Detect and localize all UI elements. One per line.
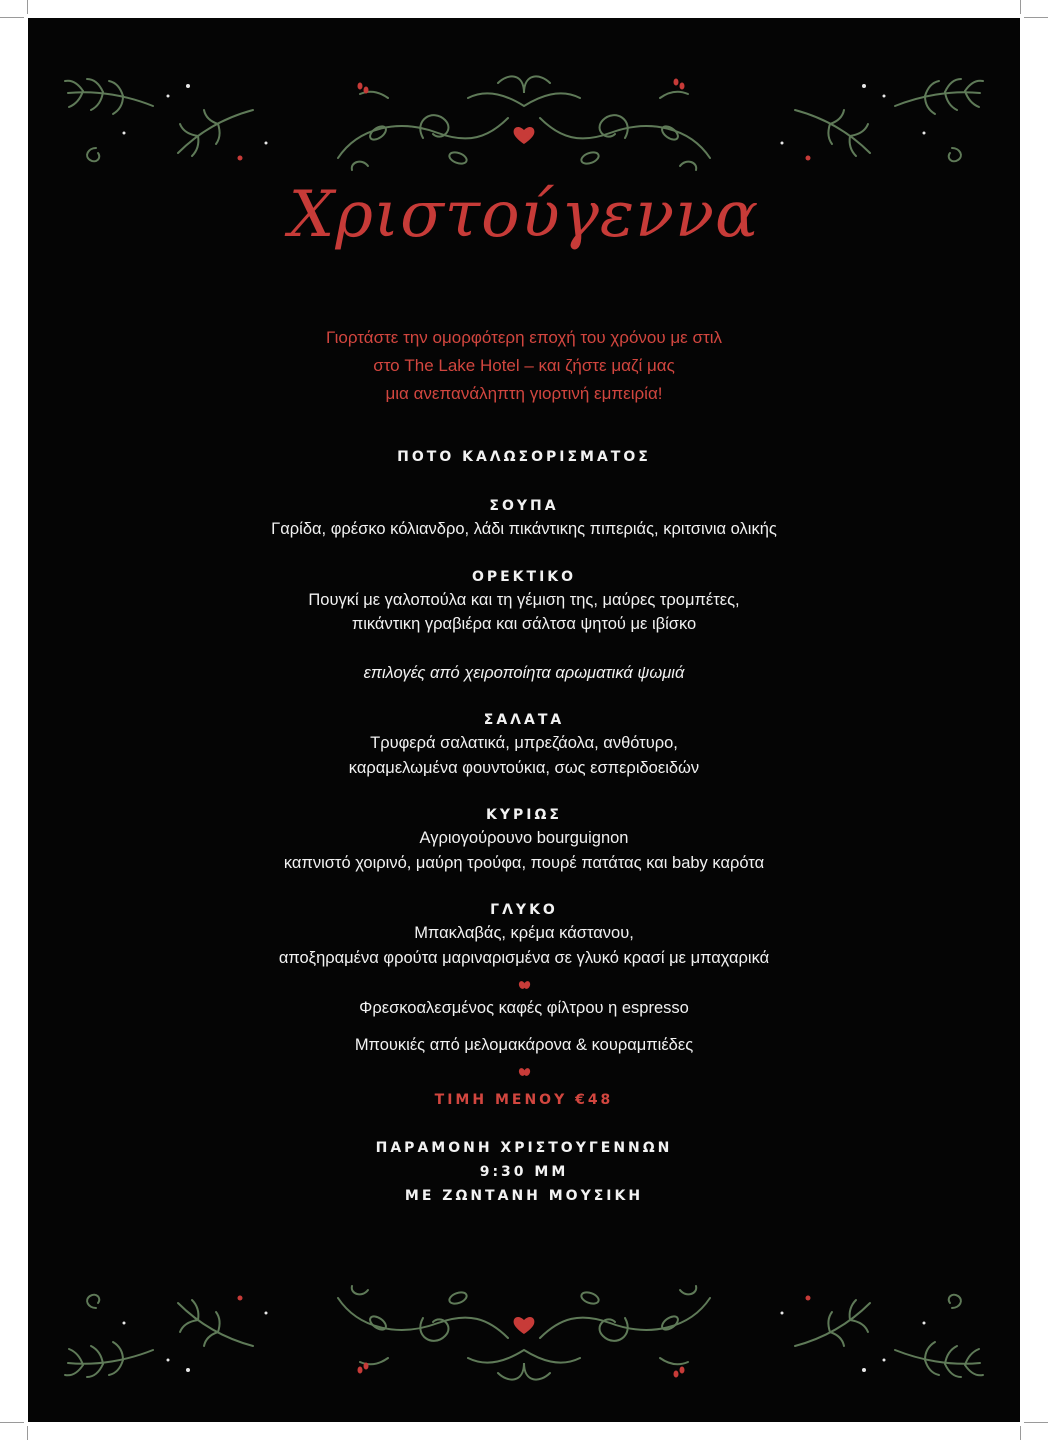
heart-icon bbox=[514, 1317, 535, 1334]
salad-description-line: Τρυφερά σαλατικά, μπρεζάολα, ανθότυρο, bbox=[370, 734, 678, 752]
menu-page bbox=[28, 18, 1020, 1422]
soup-heading: ΣΟΥΠΑ bbox=[489, 498, 559, 514]
event-date: ΠΑΡΑΜΟΝΗ ΧΡΙΣΤΟΥΓΕΝΝΩΝ bbox=[375, 1140, 673, 1156]
crop-mark-top-left-h bbox=[0, 17, 24, 18]
menu-list bbox=[28, 446, 1020, 1207]
event-music: ΜΕ ΖΩΝΤΑΝΗ ΜΟΥΣΙΚΗ bbox=[404, 1188, 644, 1204]
sweets-line: Μπουκιές από μελομακάρονα & κουραμπιέδες bbox=[354, 1035, 694, 1054]
intro-line: στο The Lake Hotel – και ζήστε μαζί μας bbox=[373, 356, 675, 375]
salad-heading: ΣΑΛΑΤΑ bbox=[483, 712, 565, 728]
page-title: Χριστούγεννα bbox=[288, 178, 760, 252]
intro-text bbox=[28, 324, 1020, 408]
crop-mark-top-left-v bbox=[27, 0, 28, 14]
starter-description-line: Πουγκί με γαλοπούλα και τη γέμιση της, μαύρες τρομπέτες, bbox=[308, 590, 740, 609]
salad-description-line: καραμελωμένα φουντούκια, σως εσπεριδοειδών bbox=[348, 758, 700, 777]
bread-note: επιλογές από χειροποίητα αρωματικά ψωμιά bbox=[363, 663, 685, 682]
crop-mark-top-right-v bbox=[1020, 0, 1021, 14]
soup-description: Γαρίδα, φρέσκο κόλιανδρο, λάδι πικάντικης πιπεριάς, κριτσινια ολικής bbox=[271, 520, 777, 538]
dessert-description-line: Μπακλαβάς, κρέμα κάστανου, bbox=[414, 924, 634, 942]
main-course-description-line: καπνιστό χοιρινό, μαύρη τρούφα, πουρέ πατάτας και baby καρότα bbox=[283, 853, 765, 872]
starter-heading: ΟΡΕΚΤΙΚΟ bbox=[471, 568, 577, 585]
intro-line: μια ανεπανάληπτη γιορτινή εμπειρία! bbox=[385, 384, 663, 403]
main-course-description-line: Αγριογούρουνο bourguignon bbox=[419, 829, 629, 847]
coffee-line: Φρεσκοαλεσμένος καφές φίλτρου η espresso bbox=[359, 999, 689, 1017]
crop-mark-bottom-left-h bbox=[0, 1422, 24, 1423]
coffee-bean-icon bbox=[28, 978, 1020, 992]
crop-mark-top-right-h bbox=[1024, 17, 1048, 18]
dessert-heading: ΓΛΥΚΟ bbox=[490, 902, 558, 918]
main-course-heading: ΚΥΡΙΩΣ bbox=[486, 807, 562, 823]
dessert-description-line: αποξηραμένα φρούτα μαριναρισμένα σε γλυκό κρασί με μπαχαρικά bbox=[278, 948, 770, 967]
crop-mark-bottom-left-v bbox=[27, 1426, 28, 1440]
floral-vine-ornament-top bbox=[28, 38, 1020, 188]
floral-vine-ornament-bottom bbox=[28, 1268, 1020, 1418]
menu-price: ΤΙΜΗ ΜΕΝΟΥ €48 bbox=[434, 1092, 614, 1108]
event-time: 9:30 ΜΜ bbox=[479, 1164, 569, 1180]
crop-mark-bottom-right-v bbox=[1020, 1426, 1021, 1440]
crop-mark-bottom-right-h bbox=[1024, 1422, 1048, 1423]
starter-description-line: πικάντικη γραβιέρα και σάλτσα ψητού με ιβίσκο bbox=[351, 615, 697, 633]
intro-line: Γιορτάστε την ομορφότερη εποχή του χρόνου με στιλ bbox=[326, 328, 722, 347]
coffee-bean-icon bbox=[28, 1065, 1020, 1079]
welcome-drink-heading: ΠΟΤΟ ΚΑΛΩΣΟΡΙΣΜΑΤΟΣ bbox=[397, 449, 651, 465]
heart-icon bbox=[514, 127, 535, 144]
